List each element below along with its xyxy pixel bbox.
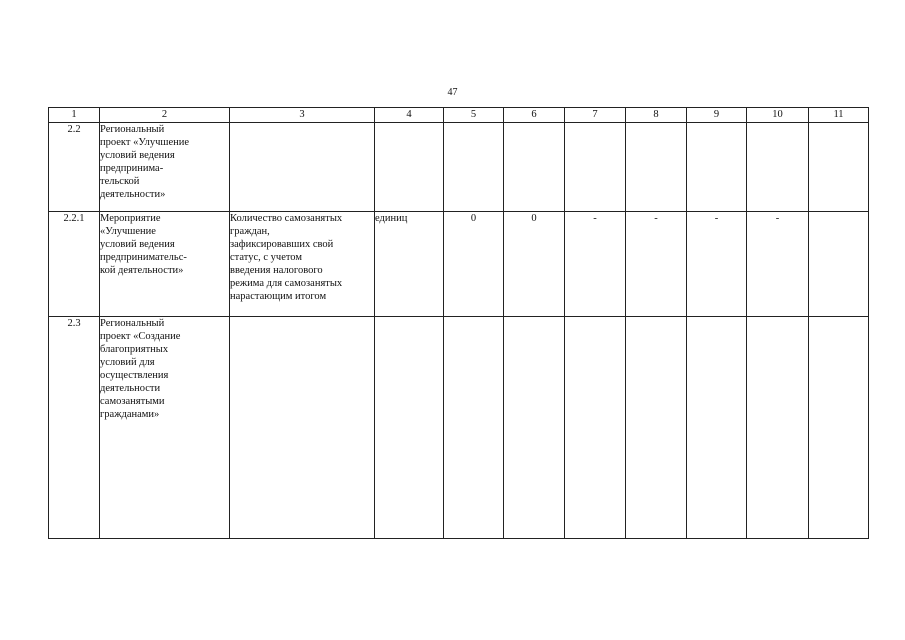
row-number: 2.2.1 [49,212,100,317]
page-number: 47 [447,87,458,98]
value-col-9 [687,317,747,539]
value-col-11 [809,123,869,212]
unit-of-measure [375,317,444,539]
value-col-8: - [626,212,687,317]
column-number-row [49,108,869,123]
row-number: 2.2 [49,123,100,212]
value-col-6 [504,317,565,539]
value-col-10 [747,123,809,212]
row-name: Мероприятие «Улучшение условий ведения предпринимательс- кой деятельности» [100,212,230,317]
row-name: Региональный проект «Улучшение условий ведения предпринима- тельской деятельности» [100,123,230,212]
indicator-name [230,123,375,212]
col-header-9: 9 [687,108,747,123]
table-row [49,212,869,317]
value-col-10 [747,317,809,539]
value-col-9 [687,123,747,212]
col-header-10: 10 [747,108,809,123]
value-col-11 [809,212,869,317]
value-col-7: - [565,212,626,317]
value-col-8 [626,123,687,212]
col-header-7: 7 [565,108,626,123]
col-header-2: 2 [100,108,230,123]
unit-of-measure: единиц [375,212,444,317]
unit-of-measure [375,123,444,212]
value-col-11 [809,317,869,539]
value-col-5 [444,123,504,212]
indicator-name [230,317,375,539]
col-header-6: 6 [504,108,565,123]
value-col-7 [565,123,626,212]
col-header-11: 11 [809,108,869,123]
indicators-table [48,107,869,539]
col-header-8: 8 [626,108,687,123]
indicator-name: Количество самозанятых граждан, зафиксировавших свой статус, с учетом введения налогового режима для самозанятых нарастающим итогом [230,212,375,317]
row-number: 2.3 [49,317,100,539]
value-col-6: 0 [504,212,565,317]
table-row [49,317,869,539]
value-col-10: - [747,212,809,317]
table-row [49,123,869,212]
col-header-5: 5 [444,108,504,123]
value-col-6 [504,123,565,212]
col-header-3: 3 [230,108,375,123]
col-header-4: 4 [375,108,444,123]
row-name: Региональный проект «Создание благоприятных условий для осуществления деятельности самозанятыми гражданами» [100,317,230,539]
value-col-7 [565,317,626,539]
col-header-1: 1 [49,108,100,123]
value-col-9: - [687,212,747,317]
value-col-8 [626,317,687,539]
value-col-5: 0 [444,212,504,317]
value-col-5 [444,317,504,539]
